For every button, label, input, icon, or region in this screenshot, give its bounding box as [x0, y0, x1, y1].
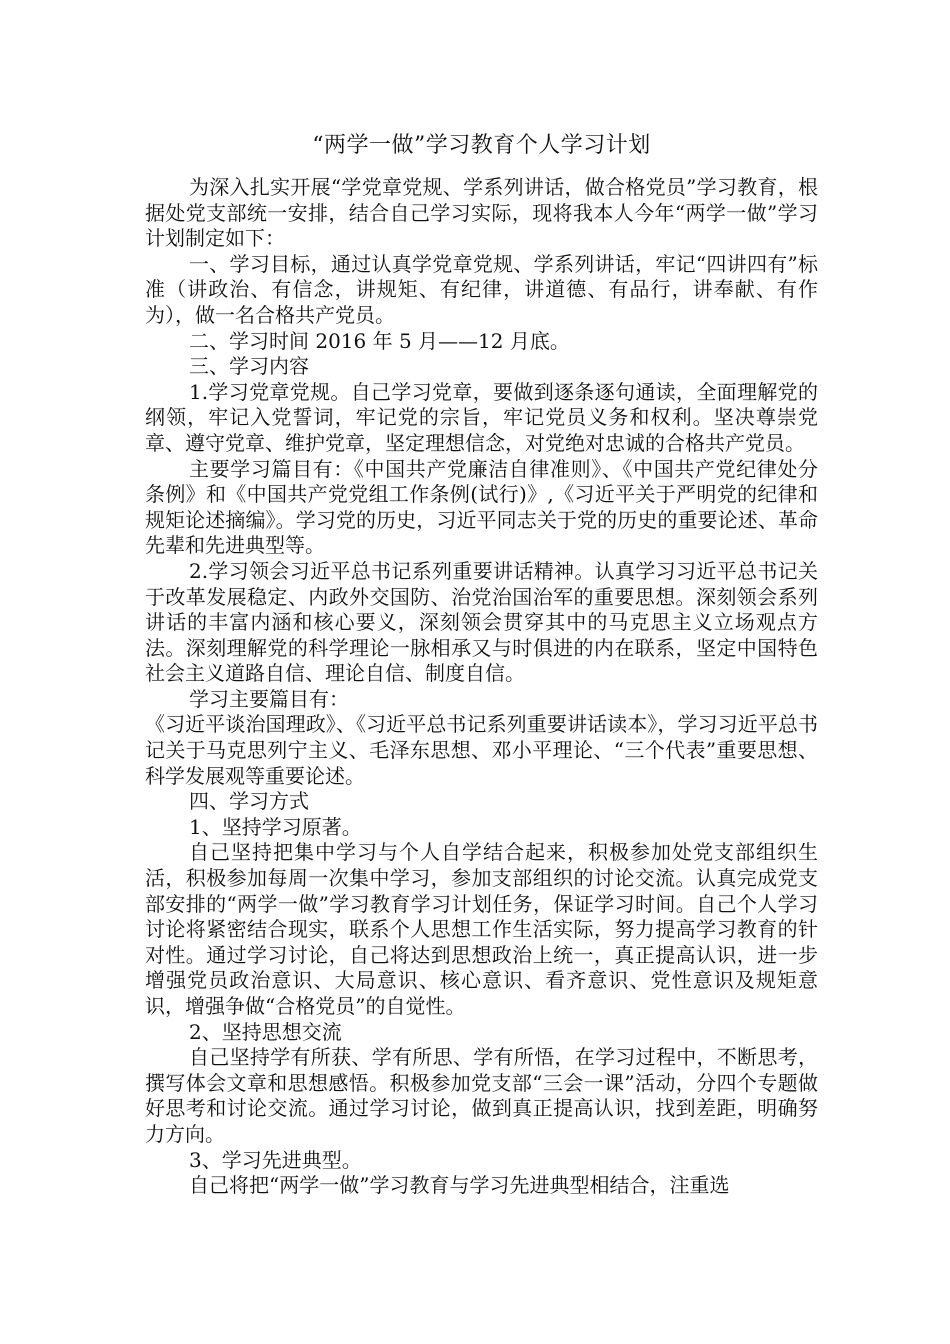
- paragraph-speeches: 2.学习领会习近平总书记系列重要讲话精神。认真学习习近平总书记关于改革发展稳定、内政外交国防、治党治国治军的重要思想。深刻领会系列讲话的丰富内涵和核心要义，深刻领会贯穿其中的马克思主义立场观点方法。深刻理解党的科学理论一脉相承又与时俱进的内在联系，坚定中国特色社会主义道路自信、理论自信、制度自信。: [145, 558, 818, 686]
- document-body: [145, 131, 818, 1199]
- section-heading-methods: 四、学习方式: [189, 789, 309, 814]
- paragraph-time: 二、学习时间 2016 年 5 月——12 月底。: [189, 328, 570, 353]
- paragraph-goal: 一、学习目标，通过认真学党章党规、学系列讲话，牢记“四讲四有”标准（讲政治、有信念，讲规矩、有纪律，讲道德、有品行，讲奉献、有作为），做一名合格共产党员。: [145, 251, 818, 327]
- method-heading-originals: 1、坚持学习原著。: [189, 814, 362, 839]
- paragraph-main-readings: 主要学习篇目有：《中国共产党廉洁自律准则》、《中国共产党纪律处分条例》和《中国共产党党组工作条例(试行)》,《习近平关于严明党的纪律和规矩论述摘编》。学习党的历史，习近平同志关于党的历史的重要论述、革命先辈和先进典型等。: [145, 456, 818, 558]
- paragraph-readings-heading: 学习主要篇目有：: [189, 686, 349, 711]
- paragraph-readings-list: 《习近平谈治国理政》、《习近平总书记系列重要讲话读本》，学习习近平总书记关于马克思列宁主义、毛泽东思想、邓小平理论、“三个代表”重要思想、科学发展观等重要论述。: [145, 712, 818, 788]
- paragraph-models: 自己将把“两学一做”学习教育与学习先进典型相结合，注重选: [189, 1173, 730, 1198]
- section-heading-content: 三、学习内容: [189, 354, 309, 379]
- document-title: “两学一做”学习教育个人学习计划: [312, 133, 651, 158]
- paragraph-party-constitution: 1.学习党章党规。自己学习党章，要做到逐条逐句通读，全面理解党的纲领，牢记入党誓词，牢记党的宗旨，牢记党员义务和权利。坚决尊崇党章、遵守党章、维护党章，坚定理想信念，对党绝对忠诚的合格共产党员。: [145, 379, 818, 455]
- method-heading-models: 3、学习先进典型。: [189, 1147, 362, 1172]
- paragraph-originals: 自己坚持把集中学习与个人自学结合起来，积极参加处党支部组织生活，积极参加每周一次集中学习，参加支部组织的讨论交流。认真完成党支部安排的“两学一做”学习教育学习计划任务，保证学习时间。自己个人学习讨论将紧密结合现实，联系个人思想工作生活实际，努力提高学习教育的针对性。通过学习讨论，自己将达到思想政治上统一，真正提高认识，进一步增强党员政治意识、大局意识、核心意识、看齐意识、党性意识及规矩意识，增强争做“合格党员”的自觉性。: [145, 840, 818, 1018]
- paragraph-intro: 为深入扎实开展“学党章党规、学系列讲话，做合格党员”学习教育，根据处党支部统一安排，结合自己学习实际，现将我本人今年“两学一做”学习计划制定如下：: [145, 175, 818, 251]
- paragraph-exchange: 自己坚持学有所获、学有所思、学有所悟，在学习过程中，不断思考，撰写体会文章和思想感悟。积极参加党支部“三会一课”活动，分四个专题做好思考和讨论交流。通过学习讨论，做到真正提高认识，找到差距，明确努力方向。: [145, 1045, 818, 1146]
- method-heading-exchange: 2、坚持思想交流: [189, 1019, 342, 1044]
